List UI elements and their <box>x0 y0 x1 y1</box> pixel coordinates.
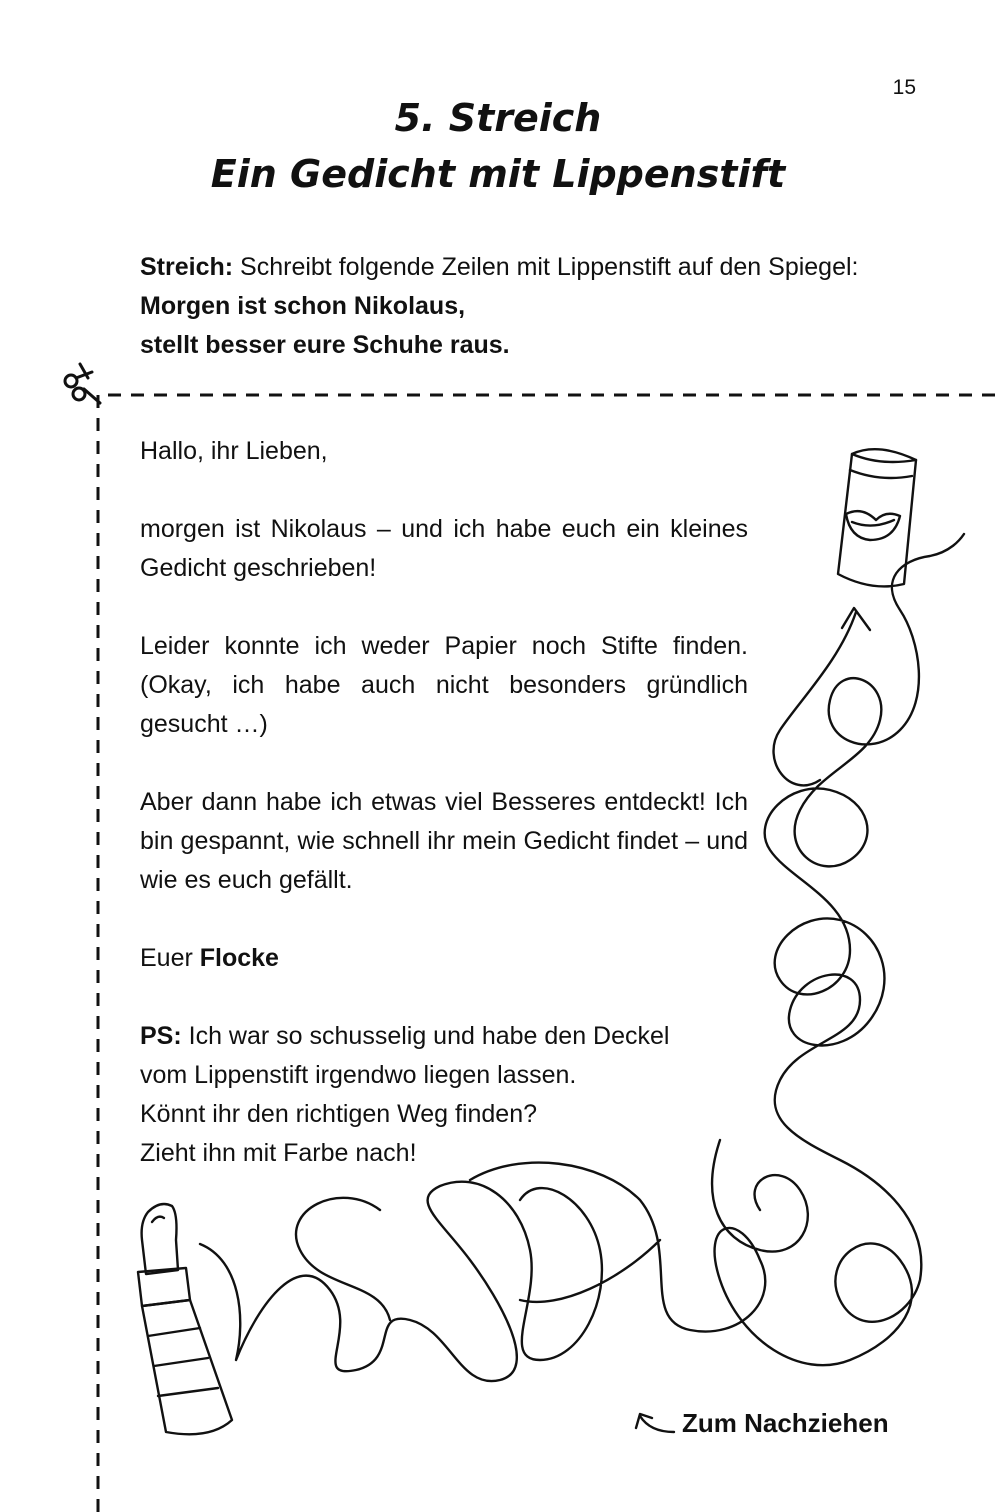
intro-poem-line-1: Morgen ist schon Nikolaus, <box>140 292 466 320</box>
ps-line-2: vom Lippenstift irgendwo liegen lassen. <box>140 1061 577 1089</box>
letter-paragraph-3: Aber dann habe ich etwas viel Besseres entdeckt! Ich bin gespannt, wie schnell ihr mein Gedicht findet – und wie es euch gefällt. <box>140 788 748 894</box>
page-number: 15 <box>892 76 916 99</box>
letter-paragraph-1: morgen ist Nikolaus – und ich habe euch ein kleines Gedicht geschrieben! <box>140 515 748 582</box>
letter-greeting: Hallo, ihr Lieben, <box>140 437 328 465</box>
lipstick-icon <box>138 1204 232 1434</box>
caption-label: Zum Nachziehen <box>682 1408 889 1438</box>
title-line-2: Ein Gedicht mit Lippenstift <box>210 152 786 196</box>
tangled-line <box>200 534 964 1381</box>
signature-name: Flocke <box>199 944 279 972</box>
intro-instruction: Schreibt folgende Zeilen mit Lippenstift auf den Spiegel: <box>233 253 859 281</box>
caption-arrow-icon <box>636 1414 674 1432</box>
title-line-1: 5. Streich <box>394 96 602 140</box>
ps-label: PS: <box>140 1022 182 1050</box>
letter-paragraph-2: Leider konnte ich weder Papier noch Stifte finden. (Okay, ich habe auch nicht besonders gründlich gesucht …) <box>140 632 748 738</box>
intro-poem-line-2: stellt besser eure Schuhe raus. <box>140 331 510 359</box>
ps-line-1: Ich war so schusselig und habe den Deckel <box>181 1022 670 1050</box>
ps-line-3: Könnt ihr den richtigen Weg finden? <box>140 1100 538 1128</box>
intro-label: Streich: <box>140 253 234 281</box>
ps-line-4: Zieht ihn mit Farbe nach! <box>140 1139 417 1167</box>
signature-prefix: Euer <box>140 944 200 972</box>
